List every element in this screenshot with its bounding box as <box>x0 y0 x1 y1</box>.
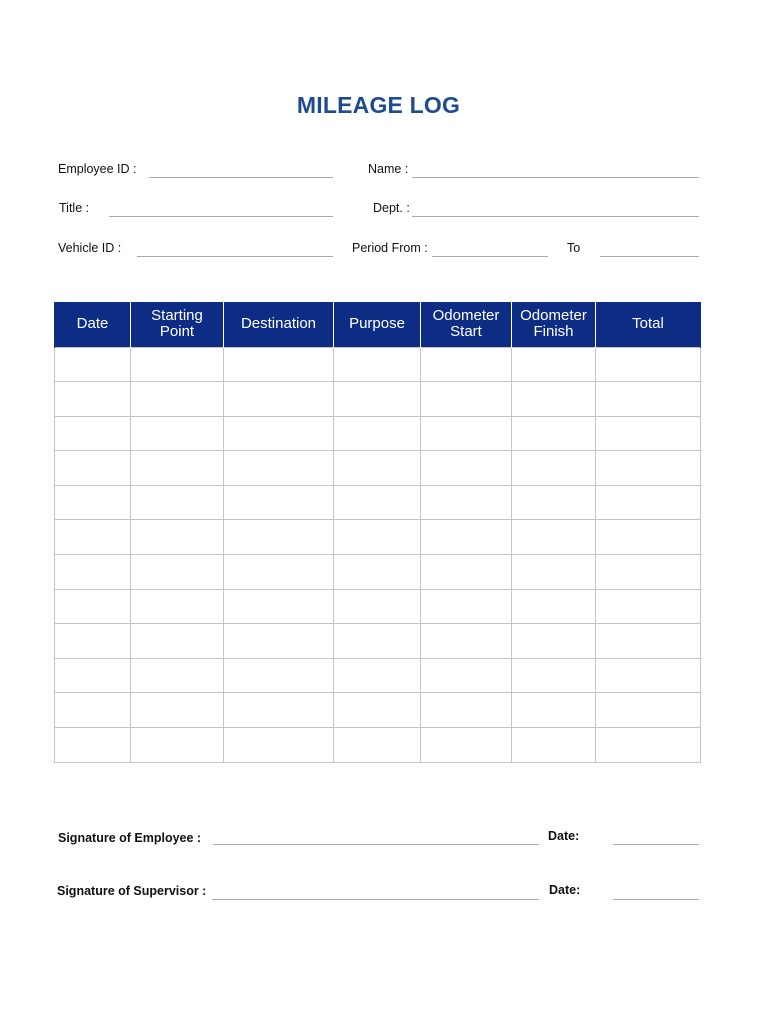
table-row <box>55 589 701 624</box>
cell-odometer-start[interactable] <box>421 382 512 417</box>
cell-total[interactable] <box>596 658 701 693</box>
cell-destination[interactable] <box>224 485 334 520</box>
cell-destination[interactable] <box>224 520 334 555</box>
supervisor-signature-field[interactable] <box>212 899 539 900</box>
cell-odometer-start[interactable] <box>421 555 512 590</box>
cell-starting-point[interactable] <box>131 485 224 520</box>
cell-purpose[interactable] <box>334 382 421 417</box>
table-row <box>55 416 701 451</box>
cell-date[interactable] <box>55 485 131 520</box>
title-label: Title : <box>59 201 90 215</box>
cell-starting-point[interactable] <box>131 520 224 555</box>
cell-total[interactable] <box>596 520 701 555</box>
cell-odometer-start[interactable] <box>421 624 512 659</box>
cell-starting-point[interactable] <box>131 624 224 659</box>
table-row <box>55 728 701 763</box>
cell-odometer-start[interactable] <box>421 416 512 451</box>
cell-starting-point[interactable] <box>131 555 224 590</box>
cell-date[interactable] <box>55 624 131 659</box>
cell-starting-point[interactable] <box>131 451 224 486</box>
cell-destination[interactable] <box>224 451 334 486</box>
table-row <box>55 658 701 693</box>
cell-odometer-finish[interactable] <box>512 382 596 417</box>
cell-odometer-start[interactable] <box>421 589 512 624</box>
cell-odometer-finish[interactable] <box>512 624 596 659</box>
table-row <box>55 624 701 659</box>
employee-date-field[interactable] <box>613 844 699 845</box>
cell-odometer-finish[interactable] <box>512 658 596 693</box>
cell-destination[interactable] <box>224 382 334 417</box>
cell-total[interactable] <box>596 693 701 728</box>
cell-destination[interactable] <box>224 555 334 590</box>
table-row <box>55 485 701 520</box>
header-starting-point: Starting Point <box>131 302 224 347</box>
cell-total[interactable] <box>596 589 701 624</box>
supervisor-date-field[interactable] <box>613 899 699 900</box>
cell-total[interactable] <box>596 416 701 451</box>
cell-total[interactable] <box>596 451 701 486</box>
cell-total[interactable] <box>596 485 701 520</box>
cell-odometer-finish[interactable] <box>512 520 596 555</box>
cell-purpose[interactable] <box>334 416 421 451</box>
cell-purpose[interactable] <box>334 693 421 728</box>
cell-odometer-start[interactable] <box>421 347 512 382</box>
employee-id-label: Employee ID : <box>58 162 137 176</box>
table-row <box>55 555 701 590</box>
cell-purpose[interactable] <box>334 520 421 555</box>
cell-destination[interactable] <box>224 728 334 763</box>
cell-starting-point[interactable] <box>131 589 224 624</box>
employee-id-field[interactable] <box>149 177 333 178</box>
cell-purpose[interactable] <box>334 451 421 486</box>
cell-odometer-start[interactable] <box>421 658 512 693</box>
cell-date[interactable] <box>55 416 131 451</box>
cell-starting-point[interactable] <box>131 693 224 728</box>
cell-purpose[interactable] <box>334 728 421 763</box>
cell-starting-point[interactable] <box>131 382 224 417</box>
cell-date[interactable] <box>55 347 131 382</box>
table-row <box>55 451 701 486</box>
cell-starting-point[interactable] <box>131 728 224 763</box>
cell-odometer-finish[interactable] <box>512 589 596 624</box>
cell-purpose[interactable] <box>334 589 421 624</box>
dept-label: Dept. : <box>373 201 410 215</box>
cell-destination[interactable] <box>224 658 334 693</box>
cell-destination[interactable] <box>224 416 334 451</box>
cell-odometer-start[interactable] <box>421 693 512 728</box>
cell-purpose[interactable] <box>334 658 421 693</box>
cell-purpose[interactable] <box>334 624 421 659</box>
vehicle-id-label: Vehicle ID : <box>58 241 122 255</box>
vehicle-id-field[interactable] <box>137 256 333 257</box>
page-title: MILEAGE LOG <box>296 92 461 118</box>
cell-odometer-start[interactable] <box>421 451 512 486</box>
header-destination: Destination <box>224 302 334 347</box>
cell-total[interactable] <box>596 382 701 417</box>
cell-date[interactable] <box>55 382 131 417</box>
cell-purpose[interactable] <box>334 485 421 520</box>
cell-odometer-finish[interactable] <box>512 728 596 763</box>
mileage-table <box>54 302 701 763</box>
cell-date[interactable] <box>55 451 131 486</box>
table-row <box>55 520 701 555</box>
cell-date[interactable] <box>55 693 131 728</box>
name-label: Name : <box>368 162 409 176</box>
header-total: Total <box>596 302 701 347</box>
employee-signature-label: Signature of Employee : <box>58 831 202 845</box>
cell-odometer-finish[interactable] <box>512 693 596 728</box>
table-header-row <box>55 302 701 347</box>
cell-starting-point[interactable] <box>131 416 224 451</box>
cell-destination[interactable] <box>224 347 334 382</box>
header-purpose: Purpose <box>334 302 421 347</box>
cell-odometer-finish[interactable] <box>512 555 596 590</box>
period-from-field[interactable] <box>432 256 548 257</box>
table-row <box>55 347 701 382</box>
cell-date[interactable] <box>55 589 131 624</box>
cell-destination[interactable] <box>224 624 334 659</box>
table-row <box>55 693 701 728</box>
cell-destination[interactable] <box>224 589 334 624</box>
cell-total[interactable] <box>596 555 701 590</box>
cell-total[interactable] <box>596 347 701 382</box>
name-field[interactable] <box>412 177 699 178</box>
header-odometer-start: Odometer Start <box>421 302 512 347</box>
table-row <box>55 382 701 417</box>
cell-total[interactable] <box>596 624 701 659</box>
cell-odometer-start[interactable] <box>421 728 512 763</box>
cell-odometer-start[interactable] <box>421 520 512 555</box>
cell-purpose[interactable] <box>334 347 421 382</box>
cell-odometer-finish[interactable] <box>512 347 596 382</box>
period-from-label: Period From : <box>352 241 428 255</box>
header-date: Date <box>55 302 131 347</box>
cell-date[interactable] <box>55 658 131 693</box>
cell-date[interactable] <box>55 520 131 555</box>
cell-destination[interactable] <box>224 693 334 728</box>
to-label: To <box>567 241 581 255</box>
cell-odometer-finish[interactable] <box>512 416 596 451</box>
supervisor-signature-label: Signature of Supervisor : <box>57 884 207 898</box>
dept-field[interactable] <box>412 216 699 217</box>
supervisor-date-label: Date: <box>549 883 581 897</box>
employee-signature-field[interactable] <box>213 844 539 845</box>
title-field[interactable] <box>109 216 333 217</box>
period-to-field[interactable] <box>600 256 699 257</box>
cell-odometer-finish[interactable] <box>512 485 596 520</box>
cell-total[interactable] <box>596 728 701 763</box>
cell-starting-point[interactable] <box>131 347 224 382</box>
cell-odometer-finish[interactable] <box>512 451 596 486</box>
cell-purpose[interactable] <box>334 555 421 590</box>
cell-date[interactable] <box>55 555 131 590</box>
employee-date-label: Date: <box>548 829 580 843</box>
cell-starting-point[interactable] <box>131 658 224 693</box>
cell-odometer-start[interactable] <box>421 485 512 520</box>
cell-date[interactable] <box>55 728 131 763</box>
header-odometer-finish: Odometer Finish <box>512 302 596 347</box>
